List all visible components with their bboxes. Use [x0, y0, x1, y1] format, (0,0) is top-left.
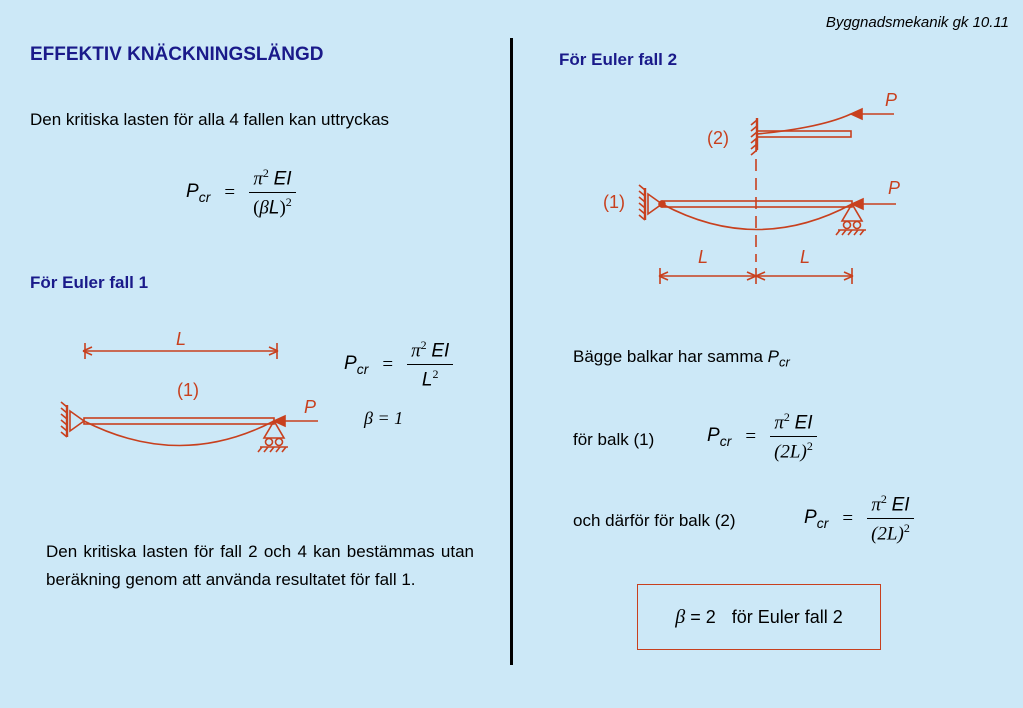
fall2-label-L-right: L — [800, 247, 811, 267]
fall2-label-P-bottom: P — [888, 178, 901, 198]
paragraph: Den kritiska lasten för fall 2 och 4 kan bestämmas utan beräkning genom att använda resultatet för fall 1. — [46, 542, 474, 589]
fall1-label-P: P — [304, 397, 317, 417]
fall2-dimension — [659, 268, 853, 284]
fall1-heading: För Euler fall 1 — [30, 273, 149, 292]
fall2-label-L-left: L — [698, 247, 709, 267]
formula-general: $P_{cr}$ = $\frac{\pi^2 EI}{(\beta L)^2}$ — [186, 166, 296, 220]
same-pcr-text: Bägge balkar har samma $P_{cr}$ — [573, 347, 790, 370]
page-title: EFFEKTIV KNÄCKNINGSLÄNGD — [30, 44, 324, 65]
intro-text: Den kritiska lasten för alla 4 fallen kan uttryckas — [30, 110, 390, 129]
fall2-beam2 — [751, 109, 894, 155]
fall2-label-P-top: P — [885, 90, 898, 110]
conclusion-box: β = 2 för Euler fall 2 — [637, 584, 881, 650]
fall2-heading: För Euler fall 2 — [559, 50, 678, 69]
formula-balk1: $P_{cr}$ = $\frac{\pi^2 EI}{(2L)^2}$ — [707, 410, 817, 464]
formula-balk2: $P_{cr}$ = $\frac{\pi^2 EI}{(2L)^2}$ — [804, 492, 914, 546]
fall1-label-L: L — [176, 329, 187, 349]
fraction: $\frac{\pi^2 EI}{(\beta L)^2}$ — [249, 166, 296, 220]
fall2-beam1 — [639, 185, 896, 235]
balk2-label: och därför för balk (2) — [573, 511, 736, 530]
beta-eq-fall1: β = 1 — [364, 408, 404, 428]
fall2-label-beam2: (2) — [707, 128, 729, 148]
fall2-label-beam1: (1) — [603, 192, 625, 212]
fall1-label-beam: (1) — [177, 380, 199, 400]
fall1-beam — [61, 402, 318, 452]
formula-fall1: $P_{cr}$ = $\frac{\pi^2 EI}{L^2}$ — [344, 338, 453, 392]
balk1-label: för balk (1) — [573, 430, 655, 449]
page-header: Byggnadsmekanik gk 10.11 — [825, 14, 1009, 31]
pcr-symbol: $P_{cr}$ — [186, 180, 211, 205]
